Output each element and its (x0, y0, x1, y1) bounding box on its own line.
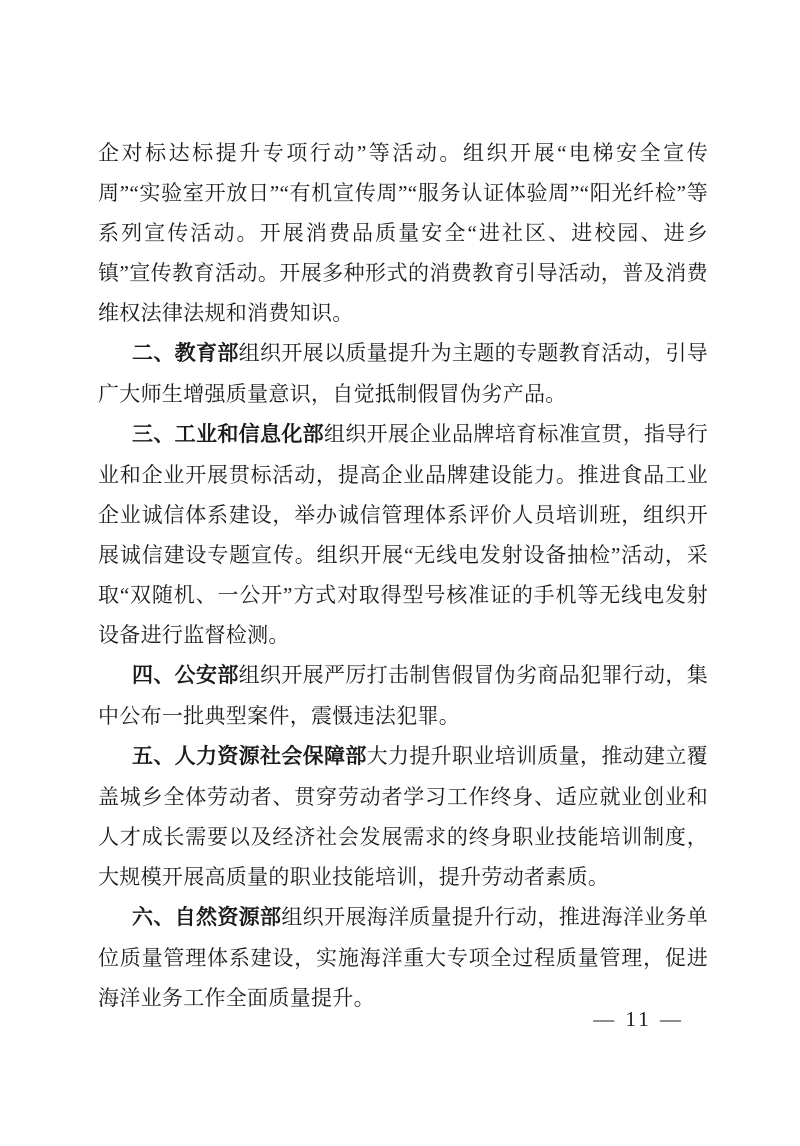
document-body (98, 133, 708, 1018)
ministry-name: 三、工业和信息化部 (132, 423, 325, 446)
paragraph-text: 组织开展企业品牌培育标准宣贯，指导行业和企业开展贯标活动，提高企业品牌建设能力。推进食品工业企业诚信体系建设，举办诚信管理体系评价人员培训班，组织开展诚信建设专题宣传。组织开展“无线电发射设备抽检”活动，采取“双随机、一公开”方式对取得型号核准证的手机等无线电发射设备进行监督检测。 (98, 422, 708, 647)
paragraph (98, 414, 708, 655)
ministry-name: 五、人力资源社会保障部 (132, 745, 367, 768)
paragraph-text: 组织开展以质量提升为主题的专题教育活动，引导广大师生增强质量意识，自觉抵制假冒伪劣产品。 (98, 341, 708, 406)
paragraph-text: 组织开展严厉打击制售假冒伪劣商品犯罪行动，集中公布一批典型案件，震慑违法犯罪。 (98, 663, 708, 728)
paragraph (98, 897, 708, 1018)
paragraph (98, 133, 708, 333)
paragraph (98, 333, 708, 414)
ministry-name: 二、教育部 (132, 342, 239, 365)
paragraph-text: 组织开展海洋质量提升行动，推进海洋业务单位质量管理体系建设，实施海洋重大专项全过程质量管理，促进海洋业务工作全面质量提升。 (98, 905, 708, 1010)
page-number: — 11 — (593, 1007, 684, 1031)
paragraph (98, 655, 708, 736)
ministry-name: 四、公安部 (132, 664, 239, 687)
paragraph (98, 736, 708, 897)
paragraph-text: 大力提升职业培训质量，推动建立覆盖城乡全体劳动者、贯穿劳动者学习工作终身、适应就业创业和人才成长需要以及经济社会发展需求的终身职业技能培训制度，大规模开展高质量的职业技能培训，提升劳动者素质。 (98, 744, 708, 889)
paragraph-text: 企对标达标提升专项行动”等活动。组织开展“电梯安全宣传周”“实验室开放日”“有机宣传周”“服务认证体验周”“阳光纤检”等系列宣传活动。开展消费品质量安全“进社区、进校园、进乡镇”宣传教育活动。开展多种形式的消费教育引导活动，普及消费维权法律法规和消费知识。 (98, 141, 708, 325)
ministry-name: 六、自然资源部 (132, 906, 282, 929)
